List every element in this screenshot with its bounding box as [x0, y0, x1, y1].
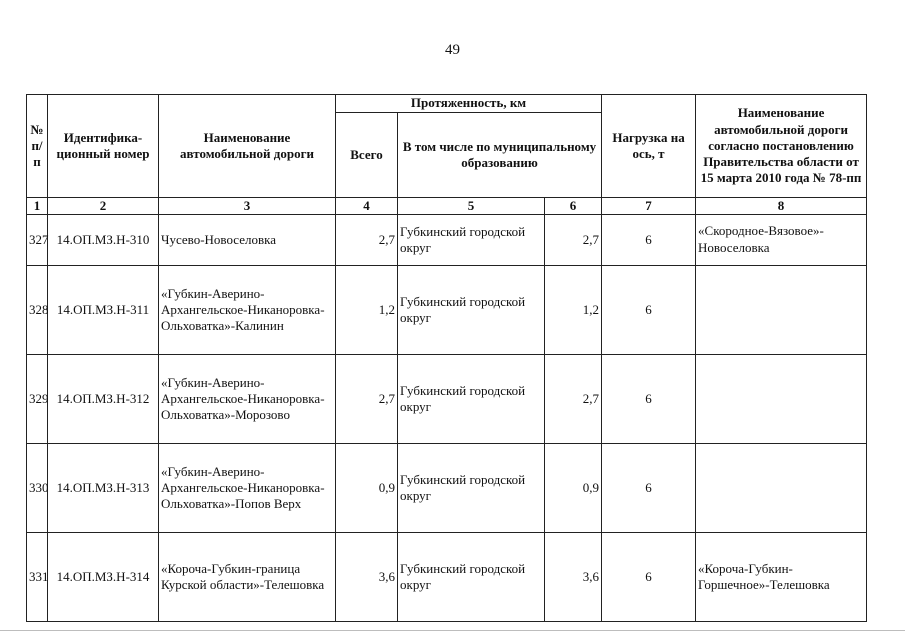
- column-number: 4: [336, 198, 398, 215]
- row-mun-len: 3,6: [545, 533, 602, 622]
- header-load: Нагрузка на ось, т: [602, 95, 696, 198]
- row-total: 2,7: [336, 355, 398, 444]
- row-load: 6: [602, 444, 696, 533]
- row-mun-len: 2,7: [545, 355, 602, 444]
- row-old-name: [696, 444, 867, 533]
- row-id: 14.ОП.МЗ.Н-312: [48, 355, 159, 444]
- row-id: 14.ОП.МЗ.Н-310: [48, 215, 159, 266]
- header-incl: В том числе по муниципальному образованию: [398, 113, 602, 198]
- row-load: 6: [602, 533, 696, 622]
- row-name: «Губкин-Аверино-Архангельское-Никаноровка-Ольховатка»-Попов Верх: [159, 444, 336, 533]
- roads-table: [26, 94, 867, 622]
- column-number-row: [27, 198, 867, 215]
- header-ident: Идентифика-ционный номер: [48, 95, 159, 198]
- column-number: 8: [696, 198, 867, 215]
- table-row: [27, 266, 867, 355]
- row-municipality: Губкинский городской округ: [398, 215, 545, 266]
- page-number: 49: [445, 42, 460, 58]
- row-municipality: Губкинский городской округ: [398, 444, 545, 533]
- header-no: № п/п: [27, 95, 48, 198]
- row-id: 14.ОП.МЗ.Н-314: [48, 533, 159, 622]
- row-mun-len: 1,2: [545, 266, 602, 355]
- row-municipality: Губкинский городской округ: [398, 355, 545, 444]
- row-old-name: [696, 355, 867, 444]
- row-name: «Короча-Губкин-граница Курской области»-Телешовка: [159, 533, 336, 622]
- row-total: 3,6: [336, 533, 398, 622]
- column-number: 5: [398, 198, 545, 215]
- row-municipality: Губкинский городской округ: [398, 533, 545, 622]
- table-row: [27, 215, 867, 266]
- row-total: 2,7: [336, 215, 398, 266]
- row-total: 1,2: [336, 266, 398, 355]
- header-row-top: [27, 95, 867, 113]
- header-resolution-name: Наименование автомобильной дороги согласно постановлению Правительства области от 15 марта 2010 года № 78-пп: [696, 95, 867, 198]
- column-number: 6: [545, 198, 602, 215]
- page-edge-line: [0, 630, 905, 631]
- table-row: [27, 355, 867, 444]
- header-total: Всего: [336, 113, 398, 198]
- row-name: Чусево-Новоселовка: [159, 215, 336, 266]
- row-old-name: «Короча-Губкин-Горшечное»-Телешовка: [696, 533, 867, 622]
- header-length: Протяженность, км: [336, 95, 602, 113]
- row-municipality: Губкинский городской округ: [398, 266, 545, 355]
- row-total: 0,9: [336, 444, 398, 533]
- row-mun-len: 0,9: [545, 444, 602, 533]
- row-no: 330: [27, 444, 48, 533]
- row-mun-len: 2,7: [545, 215, 602, 266]
- row-id: 14.ОП.МЗ.Н-311: [48, 266, 159, 355]
- table-row: [27, 533, 867, 622]
- table-row: [27, 444, 867, 533]
- column-number: 2: [48, 198, 159, 215]
- row-load: 6: [602, 215, 696, 266]
- row-load: 6: [602, 266, 696, 355]
- row-no: 331: [27, 533, 48, 622]
- row-no: 328: [27, 266, 48, 355]
- column-number: 7: [602, 198, 696, 215]
- column-number: 1: [27, 198, 48, 215]
- row-old-name: [696, 266, 867, 355]
- header-name: Наименование автомобильной дороги: [159, 95, 336, 198]
- row-name: «Губкин-Аверино-Архангельское-Никаноровка-Ольховатка»-Морозово: [159, 355, 336, 444]
- row-id: 14.ОП.МЗ.Н-313: [48, 444, 159, 533]
- row-load: 6: [602, 355, 696, 444]
- row-old-name: «Скородное-Вязовое»-Новоселовка: [696, 215, 867, 266]
- row-name: «Губкин-Аверино-Архангельское-Никаноровка-Ольховатка»-Калинин: [159, 266, 336, 355]
- row-no: 327: [27, 215, 48, 266]
- column-number: 3: [159, 198, 336, 215]
- row-no: 329: [27, 355, 48, 444]
